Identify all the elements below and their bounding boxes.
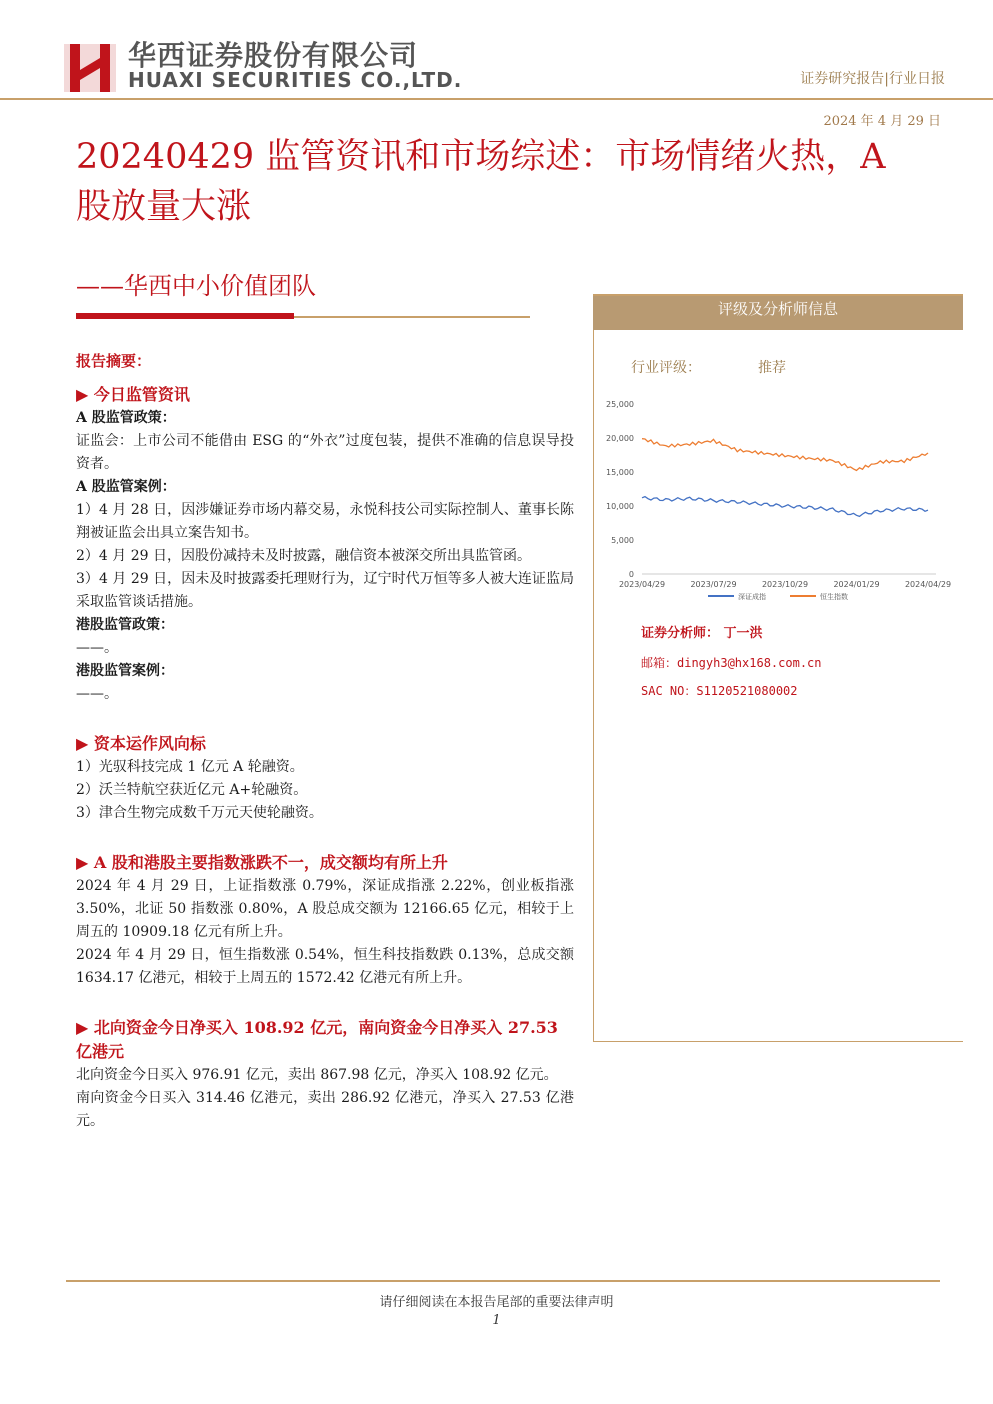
section-regulatory-title: ▶ 今日监管资讯 <box>76 385 190 404</box>
flows-paragraph: 北向资金今日买入 976.91 亿元，卖出 867.98 亿元，净买入 108.92 亿元。 <box>76 1067 558 1083</box>
summary-heading: 报告摘要： <box>76 352 152 370</box>
title-rule <box>294 316 530 318</box>
hk-policy-text: ——。 <box>76 640 118 656</box>
a-case-item: 1）4 月 28 日，因涉嫌证券市场内幕交易，永悦科技公司实际控制人、董事长陈翔被证监会出具立案告知书。 <box>76 502 574 541</box>
a-policy-heading: A 股监管政策： <box>76 410 176 426</box>
rating-label: 行业评级： <box>631 360 701 376</box>
team-name: ——华西中小价值团队 <box>76 272 316 300</box>
y-tick-label: 0 <box>628 570 634 579</box>
capital-item: 3）津合生物完成数千万元天使轮融资。 <box>76 805 323 821</box>
a-policy-text: 证监会：上市公司不能借由 ESG 的“外衣”过度包装，提供不准确的信息误导投资者。 <box>76 433 574 472</box>
company-name-cn: 华西证券股份有限公司 <box>128 39 419 72</box>
company-logo-icon <box>64 40 116 92</box>
legend-label: 深证成指 <box>738 593 766 601</box>
hk-cases-text: ——。 <box>76 686 118 702</box>
analyst-sac-number: SAC NO：S1120521080002 <box>641 684 798 698</box>
title-rule-accent <box>76 313 294 319</box>
x-tick-label: 2024/01/29 <box>833 580 880 589</box>
hk-cases-heading: 港股监管案例： <box>76 663 174 679</box>
y-tick-label: 15,000 <box>606 468 634 477</box>
sidebar-title: 评级及分析师信息 <box>593 296 963 330</box>
sidebar-border <box>593 330 594 1042</box>
indices-paragraph: 2024 年 4 月 29 日，恒生指数涨 0.54%，恒生科技指数跌 0.13%，总成交额 1634.17 亿港元，相较于上周五的 1572.42 亿港元有所上升。 <box>76 947 574 986</box>
sidebar-bottom-rule <box>593 1041 963 1042</box>
footer-divider <box>66 1280 940 1282</box>
company-name-en: HUAXI SECURITIES CO.,LTD. <box>128 68 463 92</box>
report-type: 证券研究报告|行业日报 <box>800 71 945 87</box>
section-capital-title: ▶ 资本运作风向标 <box>76 734 206 753</box>
page-number: 1 <box>492 1313 501 1328</box>
analyst-email: 邮箱：dingyh3@hx168.com.cn <box>641 656 822 670</box>
x-tick-label: 2023/07/29 <box>690 580 737 589</box>
indices-paragraph: 2024 年 4 月 29 日，上证指数涨 0.79%，深证成指涨 2.22%，创业板指涨 3.50%，北证 50 指数涨 0.80%，A 股总成交额为 12166.65 亿元，相较于上周五的 10909.18 亿元有所上升。 <box>76 878 574 940</box>
section-indices-title: ▶ A 股和港股主要指数涨跌不一，成交额均有所上升 <box>76 853 448 872</box>
a-cases-heading: A 股监管案例： <box>76 479 176 495</box>
a-case-item: 3）4 月 29 日，因未及时披露委托理财行为，辽宁时代万恒等多人被大连证监局采取监管谈话措施。 <box>76 571 574 610</box>
legal-notice: 请仔细阅读在本报告尾部的重要法律声明 <box>379 1295 614 1310</box>
x-tick-label: 2023/04/29 <box>618 580 666 589</box>
a-case-item: 2）4 月 29 日，因股份减持未及时披露，融信资本被深交所出具监管函。 <box>76 548 531 564</box>
section-flows-title: ▶ 北向资金今日净买入 108.92 亿元，南向资金今日净买入 27.53 亿港元 <box>76 1018 558 1061</box>
legend-label: 恒生指数 <box>820 593 848 601</box>
y-tick-label: 20,000 <box>606 434 634 443</box>
index-line-chart <box>598 392 963 602</box>
capital-item: 1）光驭科技完成 1 亿元 A 轮融资。 <box>76 759 304 775</box>
flows-paragraph: 南向资金今日买入 314.46 亿港元，卖出 286.92 亿港元，净买入 27.53 亿港元。 <box>76 1090 574 1129</box>
x-tick-label: 2023/10/29 <box>761 580 809 589</box>
series-line <box>642 439 928 471</box>
y-tick-label: 10,000 <box>606 502 634 511</box>
analyst-name: 证券分析师： 丁一洪 <box>641 626 763 641</box>
x-tick-label: 2024/04/29 <box>904 580 952 589</box>
series-line <box>642 497 928 517</box>
capital-item: 2）沃兰特航空获近亿元 A+轮融资。 <box>76 782 308 798</box>
y-tick-label: 5,000 <box>611 536 634 545</box>
report-date: 2024 年 4 月 29 日 <box>823 114 941 129</box>
header-divider <box>0 98 993 100</box>
report-title: 20240429 监管资讯和市场综述：市场情绪火热，A 股放量大涨 <box>76 137 886 227</box>
hk-policy-heading: 港股监管政策： <box>76 617 174 633</box>
summary-column <box>76 350 574 1133</box>
rating-value: 推荐 <box>758 360 786 376</box>
y-tick-label: 25,000 <box>606 400 634 409</box>
